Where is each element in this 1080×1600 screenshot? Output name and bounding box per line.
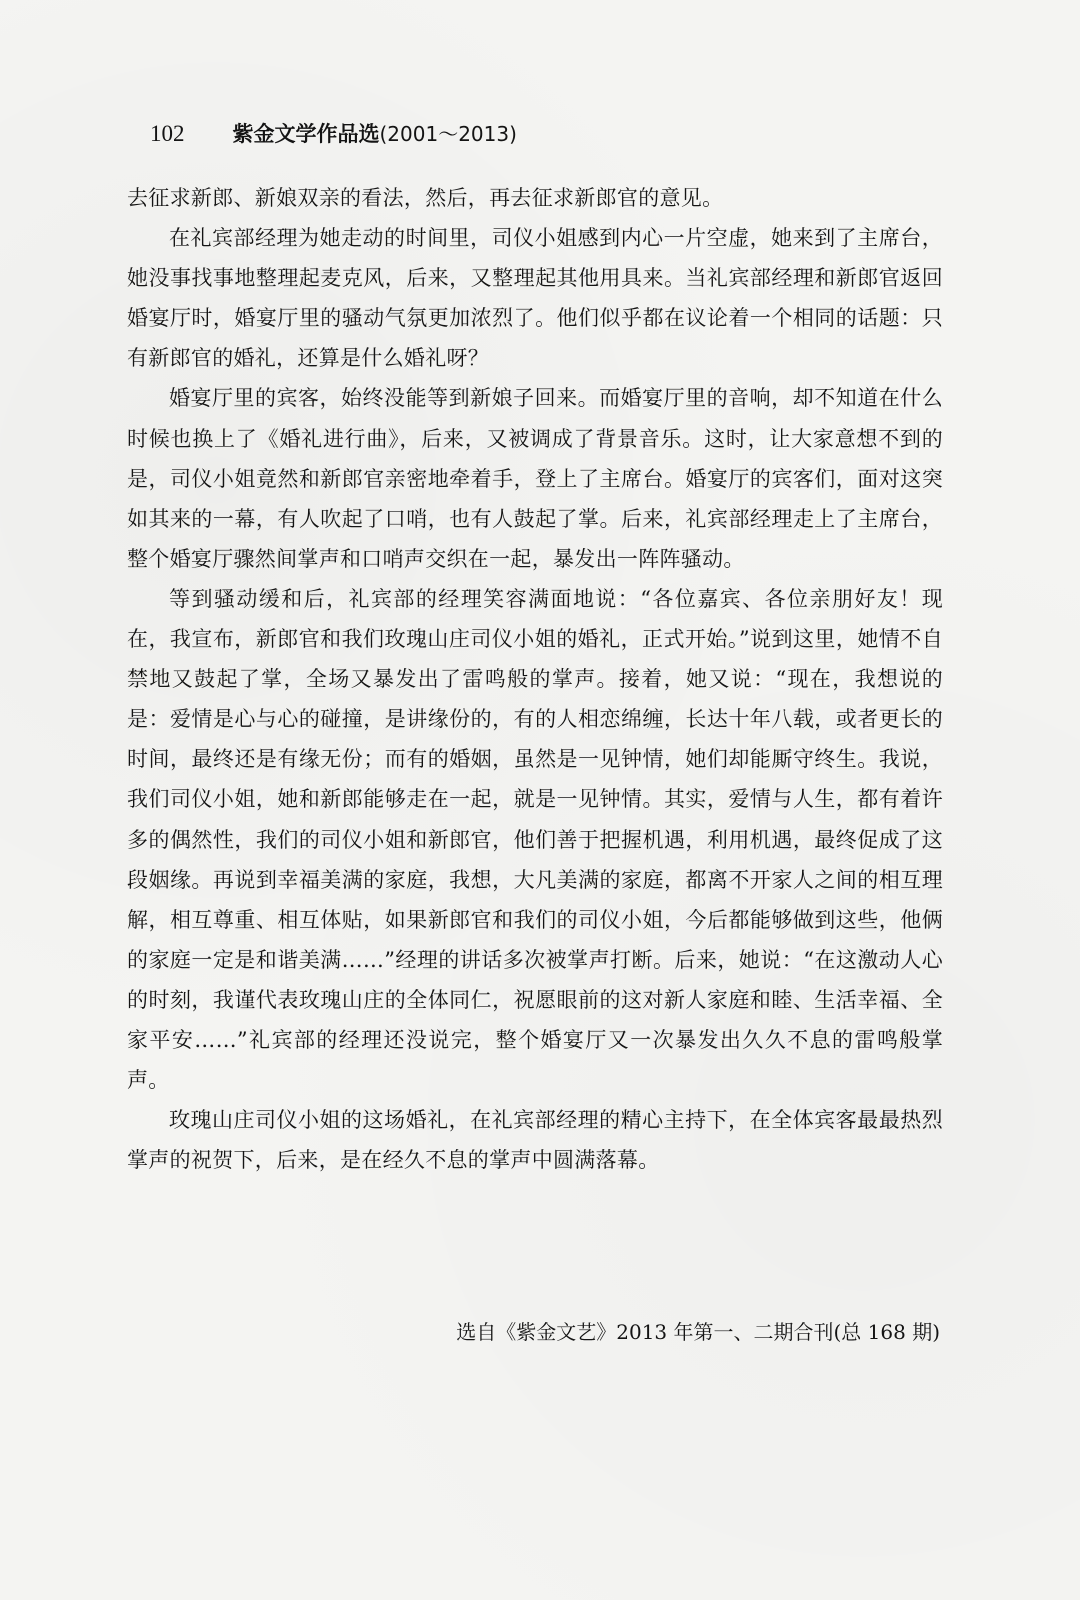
source-citation: 选自《紫金文艺》2013 年第一、二期合刊(总 168 期) xyxy=(456,1320,940,1344)
book-year-range: (2001～2013) xyxy=(379,122,517,146)
paragraph: 玫瑰山庄司仪小姐的这场婚礼，在礼宾部经理的精心主持下，在全体宾客最最热烈掌声的祝贺下，后来，是在经久不息的掌声中圆满落幕。 xyxy=(127,1108,943,1173)
running-header xyxy=(150,118,517,148)
page-number: 102 xyxy=(150,121,185,146)
paragraph: 在礼宾部经理为她走动的时间里，司仪小姐感到内心一片空虚，她来到了主席台，她没事找事地整理起麦克风，后来，又整理起其他用具来。当礼宾部经理和新郎官返回婚宴厅时，婚宴厅里的骚动气氛更加浓烈了。他们似乎都在议论着一个相同的话题：只有新郎官的婚礼，还算是什么婚礼呀？ xyxy=(127,226,943,371)
paragraph: 等到骚动缓和后，礼宾部的经理笑容满面地说：“各位嘉宾、各位亲朋好友！现在，我宣布，新郎官和我们玫瑰山庄司仪小姐的婚礼，正式开始。”说到这里，她情不自禁地又鼓起了掌，全场又暴发出了雷鸣般的掌声。接着，她又说：“现在，我想说的是：爱情是心与心的碰撞，是讲缘份的，有的人相恋绵缠，长达十年八载，或者更长的时间，最终还是有缘无份；而有的婚姻，虽然是一见钟情，她们却能厮守终生。我说，我们司仪小姐，她和新郎能够走在一起，就是一见钟情。其实，爱情与人生，都有着许多的偶然性，我们的司仪小姐和新郎官，他们善于把握机遇，利用机遇，最终促成了这段姻缘。再说到幸福美满的家庭，我想，大凡美满的家庭，都离不开家人之间的相互理解，相互尊重、相互体贴，如果新郎官和我们的司仪小姐，今后都能够做到这些，他俩的家庭一定是和谐美满……”经理的讲话多次被掌声打断。后来，她说：“在这激动人心的时刻，我谨代表玫瑰山庄的全体同仁，祝愿眼前的这对新人家庭和睦、生活幸福、全家平安……”礼宾部的经理还没说完，整个婚宴厅又一次暴发出久久不息的雷鸣般掌声。 xyxy=(127,586,943,1093)
article-body xyxy=(127,178,943,1180)
paragraph-continued: 去征求新郎、新娘双亲的看法，然后，再去征求新郎官的意见。 xyxy=(127,186,724,210)
paragraph: 婚宴厅里的宾客，始终没能等到新娘子回来。而婚宴厅里的音响，却不知道在什么时候也换上了《婚礼进行曲》，后来，又被调成了背景音乐。这时，让大家意想不到的是，司仪小姐竟然和新郎官亲密地牵着手，登上了主席台。婚宴厅的宾客们，面对这突如其来的一幕，有人吹起了口哨，也有人鼓起了掌。后来，礼宾部经理走上了主席台，整个婚宴厅骤然间掌声和口哨声交织在一起，暴发出一阵阵骚动。 xyxy=(127,386,943,571)
book-title: 紫金文学作品选 xyxy=(232,122,380,146)
